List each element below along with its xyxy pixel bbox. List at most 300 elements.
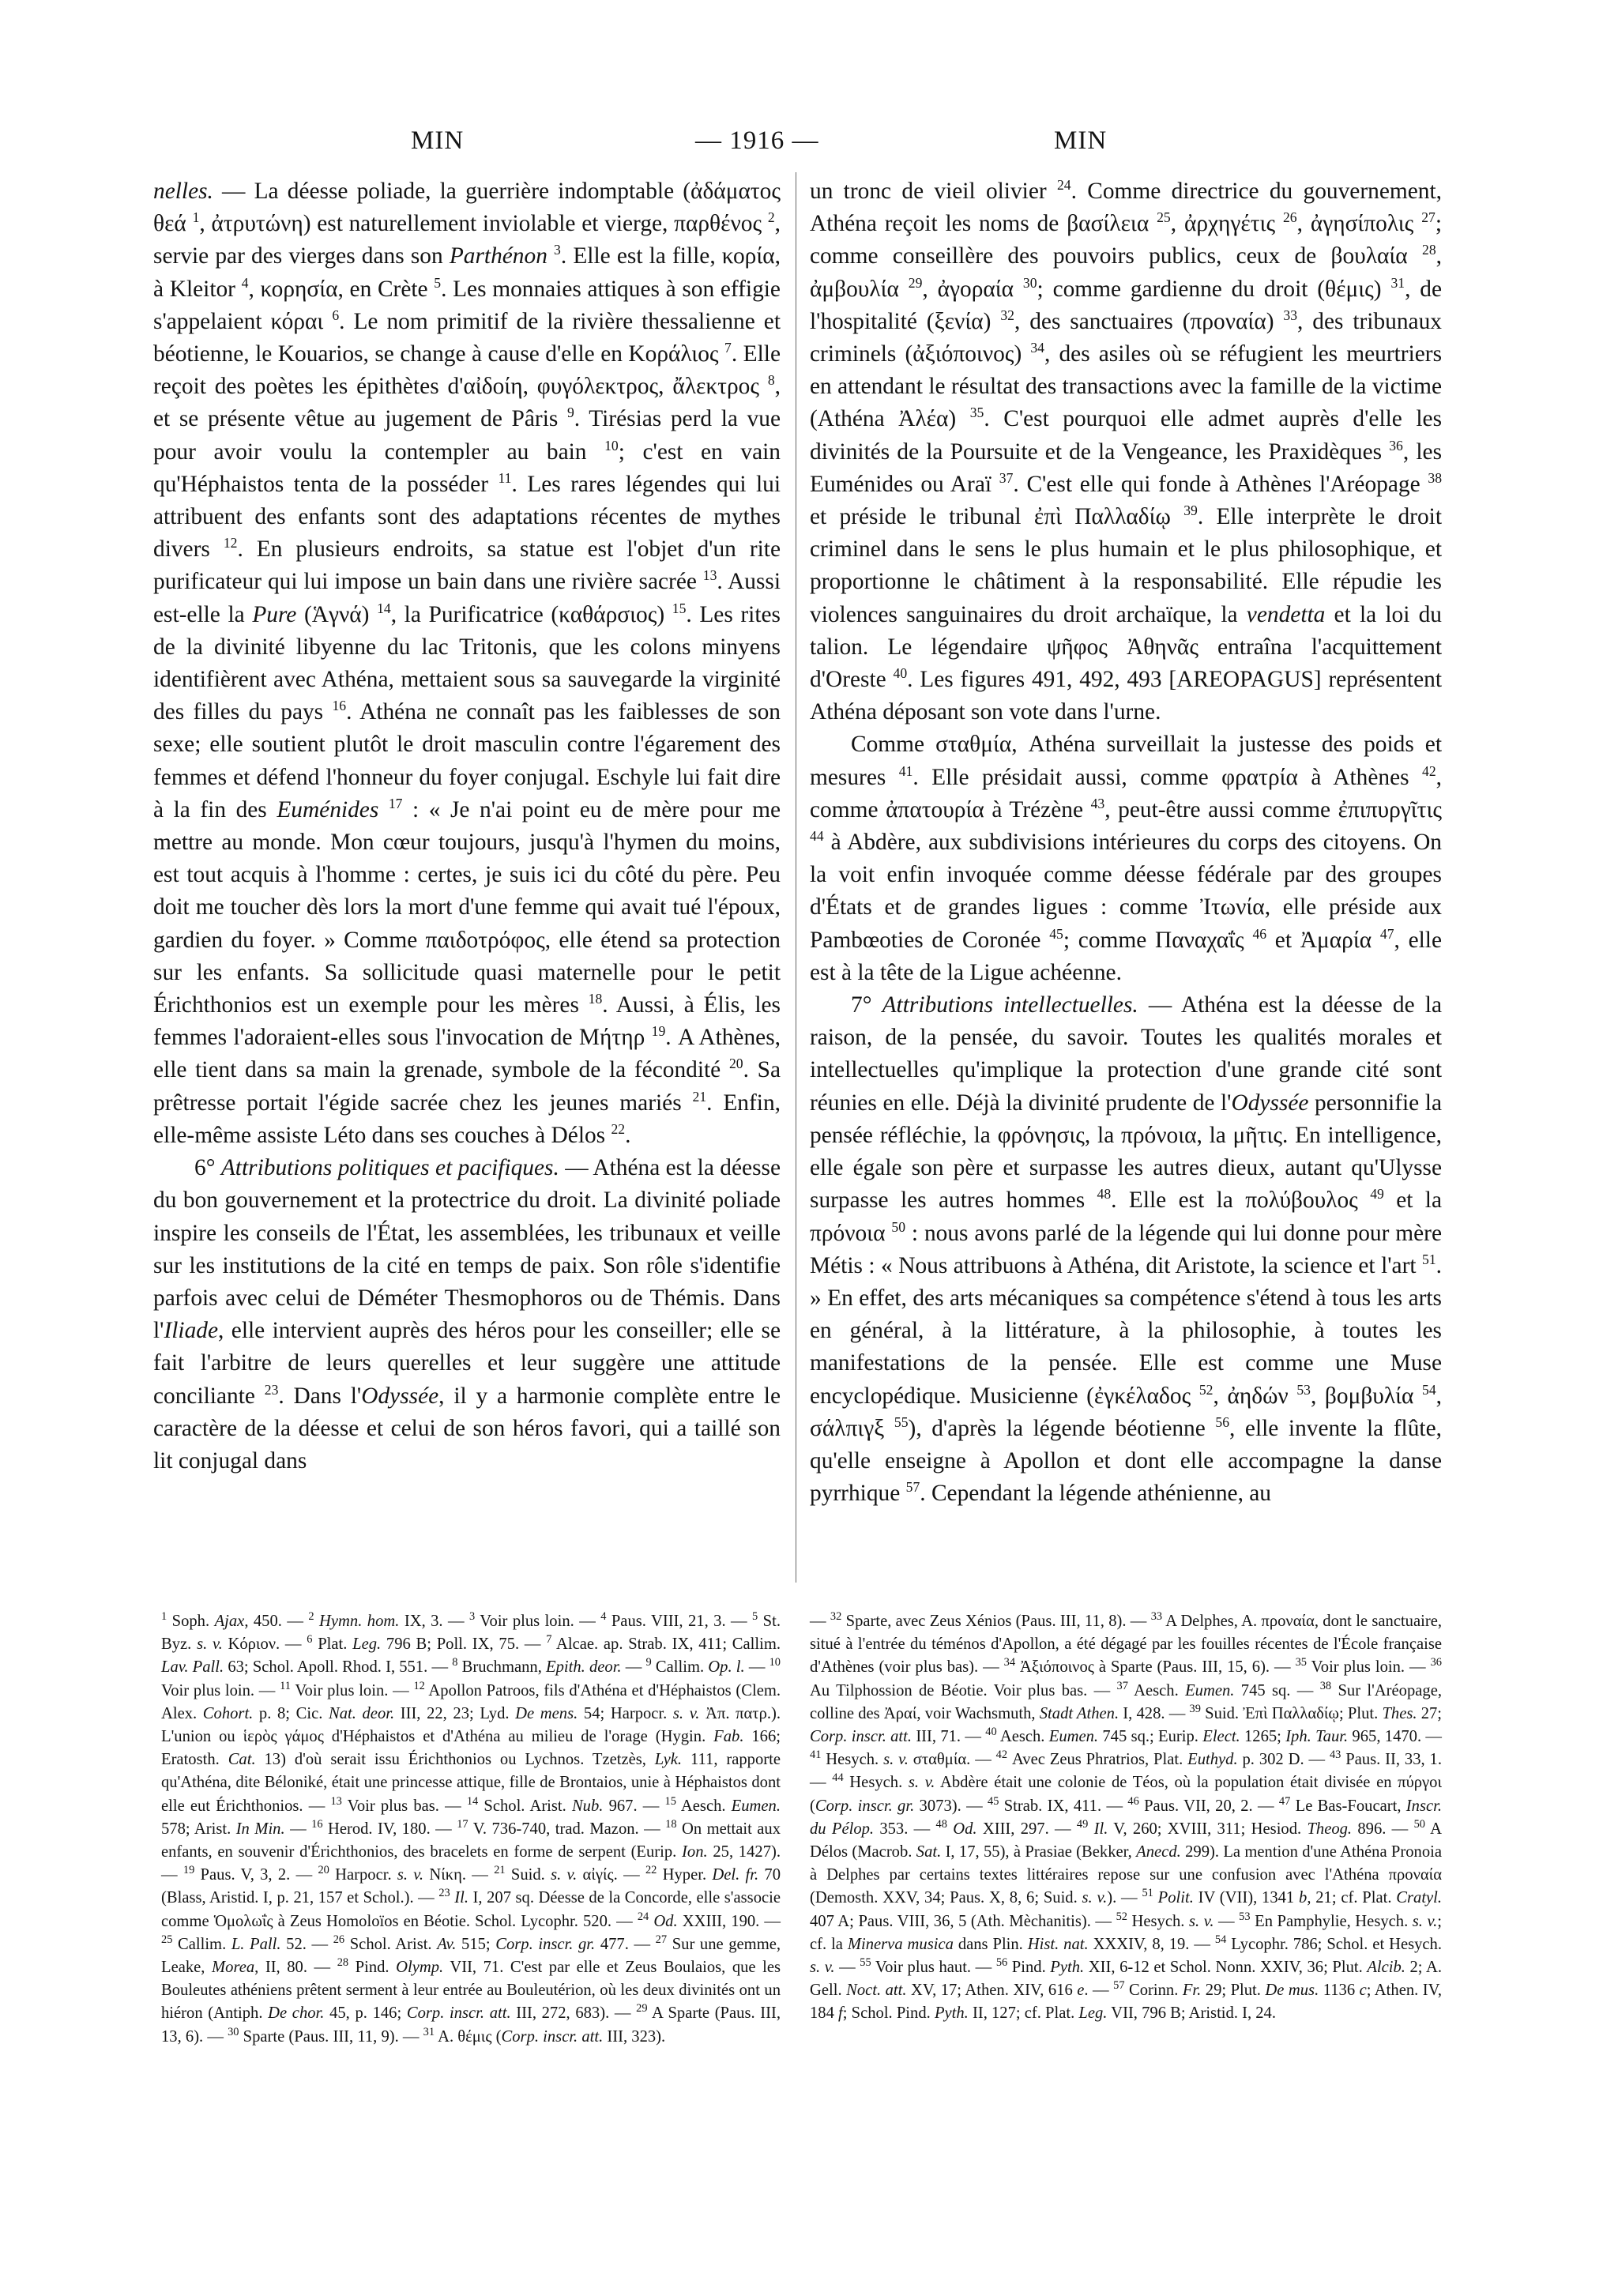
footnote-ref: 12 xyxy=(223,535,238,551)
text-run: Alcae. ap. Strab. IX, 411; Callim. xyxy=(551,1635,781,1654)
footnote-ref: 9 xyxy=(645,1656,652,1669)
footnote-ref: 29 xyxy=(908,274,923,291)
text-run: Paus. V, 3, 2. — xyxy=(194,1866,318,1884)
text-run: 967. — xyxy=(603,1797,665,1815)
text-run: Aesch. xyxy=(1127,1681,1186,1699)
text-run: — xyxy=(810,1613,830,1630)
footnote-ref: 37 xyxy=(999,470,1014,487)
text-run: p. 302 D. — xyxy=(1237,1751,1330,1769)
italic-text: Pyth. xyxy=(934,2004,969,2023)
footnote-ref: 26 xyxy=(333,1933,345,1946)
italic-text: Nat. deor. xyxy=(328,1704,395,1722)
text-run: Strab. IX, 411. — xyxy=(999,1797,1128,1815)
footnote-ref: 41 xyxy=(898,762,913,779)
text-run: 111, rapporte qu'Athéna, dite Béloniké, était une princesse attique, fille de Brontaios, unie à Héphaistos dont elle eut Érichthonios. — xyxy=(161,1751,781,1815)
footnote-ref: 54 xyxy=(1214,1933,1227,1946)
text-run: — Athéna est la déesse du bon gouvernement et la protectrice du droit. La divinité poliade inspire les conseils de l'État, les assemblées, les tribunaux et veille sur les institutions de la cité en temps de paix. Son rôle s'identifie parfois avec celui de Déméter Thesmophoros ou de Thémis. Dans l' xyxy=(153,1155,781,1344)
text-run: On mettait aux enfants, en souvenir d'Érichthonios, des bracelets en forme de serpent (Eurip. xyxy=(161,1820,781,1861)
left-column xyxy=(153,175,781,1477)
footnote-ref: 19 xyxy=(182,1864,195,1877)
text-run: , II, 80. — xyxy=(254,1959,337,1977)
body-paragraph xyxy=(810,728,1442,989)
footnote-ref: 6 xyxy=(307,1633,313,1647)
text-run: Voir plus loin. — xyxy=(161,1681,280,1699)
text-run: . Sa prêtresse portait l'égide sacrée chez les jeunes mariés xyxy=(153,1057,781,1116)
text-run: un tronc de vieil olivier xyxy=(810,179,1057,204)
footnote-ref: 53 xyxy=(1296,1381,1311,1398)
italic-text: Eumen. xyxy=(731,1797,781,1815)
footnote-ref: 14 xyxy=(466,1794,479,1808)
text-run: , comme ἀπατουρία à Trézène xyxy=(810,764,1442,822)
footnote-ref: 37 xyxy=(1116,1679,1128,1692)
text-run: IV (VII), 1341 xyxy=(1193,1889,1300,1907)
text-run: XXIII, 190. — xyxy=(677,1912,781,1930)
footnote-ref: 50 xyxy=(891,1218,906,1235)
footnote-ref: 10 xyxy=(769,1656,781,1669)
text-run: Ἀξιόποινος à Sparte (Paus. III, 15, 6). — xyxy=(1015,1658,1296,1677)
footnote-ref: 34 xyxy=(1003,1656,1016,1669)
footnote-ref: 53 xyxy=(1239,1910,1251,1923)
italic-text: c xyxy=(1359,1982,1367,2000)
footnote-ref: 8 xyxy=(767,372,775,389)
footnote-ref: 11 xyxy=(498,470,512,487)
text-run: ; c'est en vain qu'Héphaistos tenta de la posséder xyxy=(153,438,781,497)
text-run: , βομβυλία xyxy=(1310,1383,1423,1409)
italic-text: Op. l. xyxy=(708,1658,745,1677)
text-run: Sparte (Paus. III, 11, 9). — xyxy=(239,2027,423,2046)
text-run: Aesch. xyxy=(996,1728,1049,1746)
footnote-ref: 52 xyxy=(1198,1381,1214,1398)
text-run: 896. — xyxy=(1352,1820,1414,1838)
text-run: St. Byz. xyxy=(161,1613,781,1654)
footnote-ref: 15 xyxy=(664,1794,676,1808)
italic-text: Cohort. xyxy=(202,1704,254,1722)
text-run: Bruchmann, xyxy=(457,1658,547,1677)
italic-text: In Min. xyxy=(235,1820,285,1838)
text-run: 407 A; Paus. VIII, 36, 5 (Ath. Mèchanitis). — xyxy=(810,1912,1116,1930)
footnote-ref: 9 xyxy=(566,405,574,421)
header-left: MIN xyxy=(411,126,465,155)
footnote-ref: 40 xyxy=(985,1726,997,1739)
text-run: σταθμία. — xyxy=(908,1751,996,1769)
text-run: ; comme conseillère des pouvoirs publics, ceux de βουλαία xyxy=(810,211,1442,269)
text-run: XII, 6-12 et Schol. Nonn. XXIV, 36; Plut. xyxy=(1084,1959,1368,1977)
italic-text: s. v. xyxy=(810,1959,835,1977)
text-run: III, 272, 683). — xyxy=(510,2004,637,2023)
text-run: . Athéna ne connaît pas les faiblesses de son sexe; elle soutient plutôt le droit masculin contre l'égarement des femmes et défend l'honneur du foyer conjugal. Eschyle lui fait dire à la fin des xyxy=(153,699,781,822)
text-run: Callim. xyxy=(651,1658,709,1677)
text-run: , ἀτρυτώνη) est naturellement inviolable et vierge, παρθένος xyxy=(199,211,768,237)
italic-text: Olymp. xyxy=(396,1959,444,1977)
text-run: . Elle reçoit des poètes les épithètes d'αἰδοίη, φυγόλεκτρος, ἄλεκτρος xyxy=(153,341,781,400)
body-paragraph xyxy=(810,175,1442,728)
italic-text: Del. fr. xyxy=(712,1866,759,1884)
italic-text: Euthyd. xyxy=(1187,1751,1238,1769)
text-run: Pind. xyxy=(1007,1959,1051,1977)
footnote-ref: 13 xyxy=(330,1794,342,1808)
italic-text: Fab. xyxy=(713,1728,744,1746)
text-run: . Elle présidait aussi, comme φρατρία à Athènes xyxy=(912,764,1423,790)
text-run: Schol. Arist. xyxy=(344,1935,438,1953)
text-run: . En plusieurs endroits, sa statue est l'objet d'un rite purificateur qui lui impose un bain dans une rivière sacrée xyxy=(153,536,781,595)
footnote-ref: 5 xyxy=(434,274,442,291)
text-run: , des tribunaux criminels (ἀξιόποινος) xyxy=(810,308,1442,367)
text-run: dans Plin. xyxy=(953,1935,1028,1953)
text-run: , 450. — xyxy=(244,1613,309,1630)
text-run: Paus. VIII, 21, 3. — xyxy=(606,1613,753,1630)
text-run: αἰγίς. — xyxy=(577,1866,645,1884)
text-run: VII, 796 B; Aristid. I, 24. xyxy=(1107,2004,1277,2023)
text-run: Voir plus loin. — xyxy=(290,1681,414,1699)
italic-text: Minerva musica xyxy=(847,1935,954,1953)
text-run: A Sparte (Paus. III, 13, 6). — xyxy=(161,2004,781,2046)
text-run: . Elle est la πολύβουλος xyxy=(1111,1188,1371,1214)
italic-text: Ion. xyxy=(682,1843,708,1861)
italic-text: Cat. xyxy=(228,1751,256,1769)
footnote-ref: 13 xyxy=(702,567,717,584)
text-run: . » En effet, des arts mécaniques sa compétence s'étend à tous les arts en général, à la littérature, à la philosophie, à toutes les manifestations de la pensée. Elle est comme une Muse encyclopédique. Musicienne (ἐγκέλαδος xyxy=(810,1252,1442,1409)
italic-text: Attributions intellectuelles. xyxy=(882,992,1138,1018)
italic-text: s. v. xyxy=(197,1635,223,1654)
footnote-ref: 24 xyxy=(637,1910,649,1923)
text-run: Suid. Ἐπὶ Παλλαδίῳ; Plut. xyxy=(1200,1704,1383,1722)
text-run: XIII, 297. — xyxy=(976,1820,1077,1838)
italic-text: Parthénon xyxy=(449,243,547,269)
italic-text: s. v. xyxy=(1189,1912,1214,1930)
text-run: , σάλπιγξ xyxy=(810,1383,1442,1441)
text-run: ). — xyxy=(1107,1889,1142,1907)
italic-text: Nub. xyxy=(571,1797,604,1815)
footnote-ref: 47 xyxy=(1278,1794,1291,1808)
text-run: Pind. xyxy=(348,1959,397,1977)
italic-text: Noct. att. xyxy=(846,1982,907,2000)
text-run: Plat. xyxy=(312,1635,353,1654)
text-run: 6° xyxy=(194,1155,221,1181)
footnote-ref: 45 xyxy=(987,1794,999,1808)
footnote-ref: 57 xyxy=(1113,1979,1125,1993)
text-run: et la πρόνοια xyxy=(810,1188,1442,1246)
text-run: I, 428. — xyxy=(1119,1704,1190,1722)
footnote-ref: 22 xyxy=(645,1864,657,1877)
text-run: , ἀρχηγέτις xyxy=(1170,211,1283,237)
text-run: . Dans l' xyxy=(278,1383,362,1409)
text-run: — xyxy=(1214,1912,1240,1930)
footnote-ref: 47 xyxy=(1379,925,1394,942)
text-run: Sparte, avec Zeus Xénios (Paus. III, 11, 8). — xyxy=(841,1613,1151,1630)
italic-text: Hist. nat. xyxy=(1027,1935,1089,1953)
footnote-ref: 42 xyxy=(995,1748,1008,1762)
italic-text: s. v. xyxy=(908,1774,935,1792)
footnote-ref: 33 xyxy=(1283,307,1298,324)
text-run xyxy=(547,243,554,269)
footnote-ref: 40 xyxy=(893,665,908,682)
text-run: . C'est pourquoi elle admet auprès d'elle les divinités de la Poursuite et de la Vengeance, les Praxidèques xyxy=(810,406,1443,465)
footnote-ref: 41 xyxy=(810,1748,822,1762)
text-run: — xyxy=(744,1658,769,1677)
footnote-ref: 35 xyxy=(1295,1656,1307,1669)
footnote-ref: 23 xyxy=(264,1381,279,1398)
right-column xyxy=(810,175,1442,1510)
footnote-ref: 11 xyxy=(280,1679,291,1692)
text-run: , ἀηδών xyxy=(1213,1383,1297,1409)
italic-text: Elect. xyxy=(1202,1728,1240,1746)
footnote-ref: 10 xyxy=(604,437,619,454)
italic-text: Cratyl. xyxy=(1396,1889,1443,1907)
text-run: 54; Harpocr. xyxy=(578,1704,673,1722)
italic-text: Od. xyxy=(953,1820,977,1838)
footnote-ref: 16 xyxy=(332,698,347,714)
footnote-ref: 4 xyxy=(241,274,249,291)
footnote-ref: 2 xyxy=(308,1610,314,1624)
footnote-ref: 34 xyxy=(1030,340,1044,356)
text-run: Voir plus haut. — xyxy=(871,1959,996,1977)
italic-text: Hymn. hom. xyxy=(319,1613,400,1630)
text-run: Hesych. xyxy=(821,1751,884,1769)
footnote-ref: 48 xyxy=(1097,1186,1112,1203)
footnote-ref: 28 xyxy=(337,1956,349,1970)
text-run: A Délos (Macrob. xyxy=(810,1820,1442,1861)
text-run: A Delphes, A. προναία, dont le sanctuaire, situé à l'entrée du téménos d'Apollon, a été dégagé par les fouilles récentes de l'École française d'Athènes (voir plus bas). — xyxy=(810,1613,1442,1677)
text-run: Schol. Arist. xyxy=(478,1797,572,1815)
text-run: . Les rites de la divinité libyenne du lac Tritonis, que les colons minyens identifièrent avec Athéna, mettaient sous sa sauvegarde la virginité des filles du pays xyxy=(153,601,781,725)
text-run: . Elle interprète le droit criminel dans le sens le plus humain et le plus philosophique, et proportionne le châtiment à la responsabilité. Elle répudie les violences sanguinaires du droit archaïque, la xyxy=(810,504,1442,627)
text-run: 515; xyxy=(456,1935,496,1953)
text-run: ; comme Παναχαΐς xyxy=(1063,927,1253,953)
italic-text: Od. xyxy=(653,1912,678,1930)
text-run: , servie par des vierges dans son xyxy=(153,211,781,269)
text-run: Sur l'Aréopage, colline des Ἀραί, voir Wachsmuth, xyxy=(810,1681,1442,1722)
footnote-ref: 26 xyxy=(1282,209,1297,226)
italic-text: Odyssée xyxy=(1231,1090,1309,1116)
footnote-ref: 50 xyxy=(1413,1817,1425,1831)
footnote-ref: 1 xyxy=(192,209,200,226)
text-run: Apollon Patroos, fils d'Athéna et d'Héphaistos (Clem. Alex. xyxy=(161,1681,781,1722)
text-run: ; comme gardienne du droit (θέμις) xyxy=(1037,276,1391,302)
footnote-ref: 31 xyxy=(423,2025,435,2038)
text-run: 299). La mention d'une Athéna Pronoia à Delphes par certains textes littéraires repose sur une confusion avec l'Athéna προναία (Demosth. XXV, 34; Paus. X, 8, 6; Suid. xyxy=(810,1843,1442,1907)
text-run: 45, p. 146; xyxy=(324,2004,407,2023)
footnote-ref: 25 xyxy=(1157,209,1171,226)
italic-text: Theog. xyxy=(1307,1820,1353,1838)
italic-text: s. v. xyxy=(1082,1889,1108,1907)
text-run: , de l'hospitalité (ξενία) xyxy=(810,276,1443,334)
text-run: Voir plus loin. — xyxy=(1306,1658,1431,1677)
footnote-block xyxy=(810,1610,1442,2026)
text-run: A. θέμις ( xyxy=(435,2027,502,2046)
text-run: Νίκη. — xyxy=(423,1866,495,1884)
italic-text: s. v. xyxy=(672,1704,700,1722)
italic-text: Av. xyxy=(437,1935,457,1953)
text-run: personnifie la pensée réfléchie, la φρόνησις, la πρόνοια, la μῆτις. En intelligence, elle égale son père et surpasse les autres dieux, autant qu'Ulysse surpasse les autres hommes xyxy=(810,1090,1442,1214)
italic-text: Odyssée xyxy=(361,1383,439,1409)
footnote-ref: 8 xyxy=(452,1656,458,1669)
text-run: , et se présente vêtue au jugement de Pâris xyxy=(153,374,781,432)
footnote-ref: 52 xyxy=(1116,1910,1127,1923)
italic-text: Epith. deor. xyxy=(546,1658,622,1677)
text-run: Harpocr. xyxy=(329,1866,397,1884)
footnote-ref: 57 xyxy=(905,1479,920,1496)
footnotes-right xyxy=(810,1610,1442,2026)
body-paragraph xyxy=(153,1152,781,1477)
footnote-ref: 36 xyxy=(1389,437,1403,454)
text-run: à Abdère, aux subdivisions intérieures du corps des citoyens. On la voit enfin invoquée comme déesse fédérale par des groupes d'États et de grandes ligues : comme Ἰτωνία, elle préside aux Pambœoties de Coronée xyxy=(810,830,1442,953)
footnote-ref: 33 xyxy=(1150,1610,1163,1624)
italic-text: Iliade xyxy=(164,1318,219,1344)
italic-text: Alcib. xyxy=(1367,1959,1405,1977)
footnote-ref: 43 xyxy=(1329,1748,1341,1762)
text-run: Voir plus loin. — xyxy=(475,1613,601,1630)
footnote-ref: 27 xyxy=(1421,209,1436,226)
text-run: 1265; xyxy=(1240,1728,1286,1746)
text-run: . C'est elle qui fonde à Athènes l'Aréopage xyxy=(1013,471,1428,497)
text-run: Au Tilphossion de Béotie. Voir plus bas. — xyxy=(810,1681,1117,1699)
text-run: En Pamphylie, Hesych. xyxy=(1250,1912,1413,1930)
footnote-ref: 30 xyxy=(1022,274,1037,291)
italic-text: Il. xyxy=(1093,1820,1108,1838)
footnote-ref: 45 xyxy=(1049,925,1063,942)
footnote-ref: 42 xyxy=(1422,762,1436,779)
text-run: , les Euménides ou Araï xyxy=(810,438,1443,497)
italic-text: Eumen. xyxy=(1048,1728,1099,1746)
footnote-ref: 38 xyxy=(1428,470,1442,487)
footnote-ref: 22 xyxy=(611,1121,626,1138)
italic-text: s. v. xyxy=(551,1866,578,1884)
italic-text: De chor. xyxy=(268,2004,325,2023)
text-run: Comme σταθμία, Athéna surveillait la justesse des poids et mesures xyxy=(810,732,1442,790)
italic-text: Sat. xyxy=(916,1843,942,1861)
text-run: Hyper. xyxy=(657,1866,713,1884)
text-run: Hesych. xyxy=(1127,1912,1189,1930)
italic-text: Iph. Taur. xyxy=(1285,1728,1349,1746)
footnote-ref: 18 xyxy=(665,1817,677,1831)
italic-text: s. v. xyxy=(1412,1912,1438,1930)
footnote-ref: 15 xyxy=(672,600,687,616)
text-run: 1136 xyxy=(1319,1982,1360,2000)
text-run: 745 sq. — xyxy=(1234,1681,1320,1699)
text-run: Avec Zeus Phratrios, Plat. xyxy=(1007,1751,1188,1769)
text-run: VII, 71. C'est par elle et Zeus Boulaios, que les Bouleutes athéniens prêtent serment à leur entrée au Bouleutérion, où les deux divinités ont un hiéron (Antiph. xyxy=(161,1959,781,2023)
text-run: 3073). — xyxy=(914,1797,988,1815)
text-run: III, 71. — xyxy=(912,1728,986,1746)
text-run: , κορησία, en Crète xyxy=(248,276,435,302)
footnote-ref: 44 xyxy=(810,828,824,845)
text-run: ; Schol. Pind. xyxy=(842,2004,935,2023)
italic-text: Il. xyxy=(454,1889,469,1907)
text-run: 965, 1470. — xyxy=(1348,1728,1442,1746)
footnote-ref: 55 xyxy=(860,1956,871,1970)
text-run: . Aussi est-elle la xyxy=(153,569,781,627)
page-number: — 1916 — xyxy=(695,126,819,155)
header-right: MIN xyxy=(1054,126,1108,155)
text-run: . Tirésias perd la vue pour avoir voulu la contempler au bain xyxy=(153,406,781,465)
italic-text: Leg. xyxy=(352,1635,382,1654)
text-run: , ἀμβουλία xyxy=(810,243,1442,302)
footnote-ref: 1 xyxy=(161,1610,167,1624)
text-run: , elle intervient auprès des héros pour les conseiller; elle se fait l'arbitre de leurs querelles et leur suggère une attitude conciliante xyxy=(153,1318,781,1409)
text-run: V. 736-740, trad. Mazon. — xyxy=(468,1820,666,1838)
italic-text: L. Pall. xyxy=(231,1935,281,1953)
footnote-ref: 30 xyxy=(228,2025,239,2038)
text-run: 52. — xyxy=(280,1935,333,1953)
text-run: . Cependant la légende athénienne, au xyxy=(920,1481,1271,1507)
text-run: et Ἀμαρία xyxy=(1266,927,1380,953)
footnote-ref: 32 xyxy=(1000,307,1014,324)
text-run: ; Athen. IV, 184 xyxy=(810,1982,1442,2023)
text-run: 745 sq.; Eurip. xyxy=(1098,1728,1203,1746)
footnote-ref: 29 xyxy=(636,2002,648,2016)
footnote-ref: 43 xyxy=(1090,796,1105,812)
text-run: XV, 17; Athen. XIV, 616 xyxy=(906,1982,1078,2000)
text-run: , ἀγησίπολις xyxy=(1296,211,1422,237)
footnote-ref: 32 xyxy=(830,1610,842,1624)
footnote-ref: 19 xyxy=(651,1023,666,1040)
footnote-ref: 51 xyxy=(1422,1251,1436,1267)
footnote-ref: 27 xyxy=(655,1933,668,1946)
footnote-ref: 24 xyxy=(1056,177,1071,194)
text-run: p. 8; Cic. xyxy=(253,1704,329,1722)
text-run: , elle invente la flûte, qu'elle enseigne à Apollon et dont elle accompagne la danse pyrrhique xyxy=(810,1415,1442,1507)
text-run: Ἀπ. πατρ.). L'union ou ἱερὸς γάμος d'Héphaistos et d'Athéna au milieu de l'orage (Hygin. xyxy=(161,1704,781,1746)
footnote-ref: 20 xyxy=(728,1056,743,1072)
footnote-ref: 5 xyxy=(752,1610,758,1624)
text-run: — La déesse poliade, la guerrière indomptable (ἀδάματος θεά xyxy=(153,179,781,237)
text-run: Aesch. xyxy=(675,1797,732,1815)
footnote-ref: 21 xyxy=(494,1864,506,1877)
italic-text: Corp. inscr. att. xyxy=(406,2004,511,2023)
text-run: . A Athènes, elle tient dans sa main la grenade, symbole de la fécondité xyxy=(153,1025,781,1083)
text-run xyxy=(1088,1820,1093,1838)
text-run: . xyxy=(625,1122,631,1148)
footnote-ref: 31 xyxy=(1390,274,1405,291)
footnote-ref: 49 xyxy=(1370,1186,1384,1203)
footnote-ref: 14 xyxy=(377,600,391,616)
text-run: et préside le tribunal ἐπὶ Παλλαδίῳ xyxy=(810,504,1184,530)
italic-text: Leg. xyxy=(1078,2004,1108,2023)
italic-text: Corp. inscr. att. xyxy=(810,1728,912,1746)
footnote-ref: 17 xyxy=(457,1817,468,1831)
italic-text: Lyk. xyxy=(654,1751,683,1769)
text-run: IX, 3. — xyxy=(399,1613,470,1630)
text-run: , il y a harmonie complète entre le caractère de la déesse et celui de son héros favori, qui a taillé son lit conjugal dans xyxy=(153,1383,781,1474)
text-run: . — xyxy=(1084,1982,1114,2000)
text-run: et la loi du talion. Le légendaire ψῆφος Ἀθηνᾶς entraîna l'acquittement d'Oreste xyxy=(810,601,1443,693)
italic-text: f xyxy=(838,2004,843,2023)
text-run: Soph. xyxy=(167,1613,215,1630)
footnote-ref: 39 xyxy=(1183,502,1198,519)
text-run: Paus. II, 33, 1. — xyxy=(810,1751,1442,1792)
text-run: Lycophr. 786; Schol. et Hesych. xyxy=(1226,1935,1442,1953)
text-run: , 21; cf. Plat. xyxy=(1307,1889,1397,1907)
footnote-ref: 48 xyxy=(935,1817,947,1831)
footnote-ref: 25 xyxy=(161,1933,173,1946)
footnote-ref: 49 xyxy=(1076,1817,1089,1831)
footnote-ref: 35 xyxy=(969,405,984,421)
footnote-ref: 21 xyxy=(692,1088,707,1105)
text-run: . Le nom primitif de la rivière thessalienne et béotienne, le Kouarios, se change à cause d'elle en Κοράλιος xyxy=(153,308,781,367)
footnote-ref: 18 xyxy=(588,991,603,1007)
italic-text: Corp. inscr. gr. xyxy=(495,1935,596,1953)
footnote-ref: 51 xyxy=(1142,1887,1153,1900)
text-run: Voir plus bas. — xyxy=(341,1797,467,1815)
italic-text: b xyxy=(1299,1889,1308,1907)
footnote-ref: 46 xyxy=(1127,1794,1139,1808)
footnote-ref: 12 xyxy=(413,1679,425,1692)
footnote-ref: 3 xyxy=(469,1610,476,1624)
text-run: 13) d'où serait issu Érichthonios ou Lychnos. Tzetzès, xyxy=(255,1751,655,1769)
text-run: 353. — xyxy=(874,1820,936,1838)
italic-text: Ajax xyxy=(214,1613,245,1630)
footnote-ref: 3 xyxy=(554,242,561,258)
